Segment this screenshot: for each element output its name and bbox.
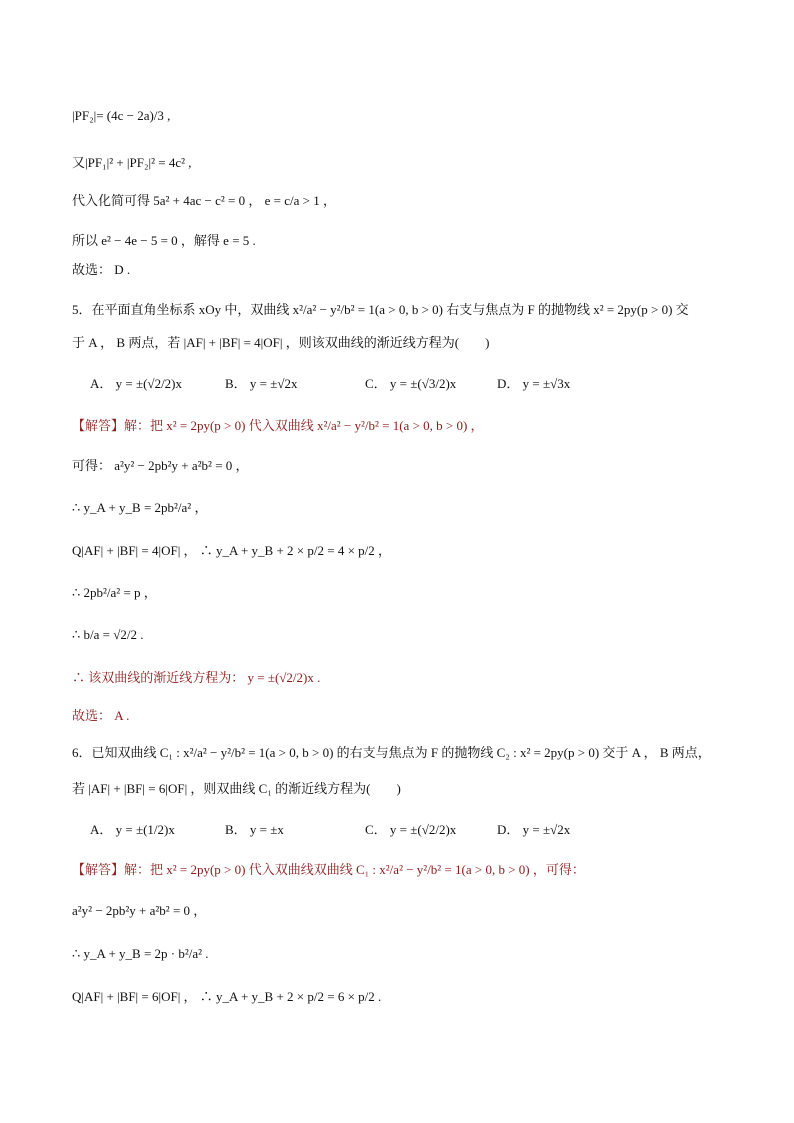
choice-c: C． y = ±(√2/2)x [365,822,457,837]
answer-line: 故选： A . [72,708,130,723]
choice-b: B． y = ±√2x [225,376,298,391]
choice-a: A． y = ±(√2/2)x [90,376,183,391]
choice-a: A． y = ±(1/2)x [90,822,175,837]
conclusion-line: ∴ 该双曲线的渐近线方程为： y = ±(√2/2)x . [72,670,321,685]
solution-header: 【解答】解：把 x² = 2py(p > 0) 代入双曲线双曲线 C₁ : x²/a² − y²/b² = 1(a > 0, b > 0) ，可得： [72,862,585,877]
text-line: ∴ b/a = √2/2 . [72,627,144,642]
question-stem: 于 A ， B 两点，若 |AF| + |BF| = 4|OF| ，则该双曲线的渐近线方程为( ) [72,335,490,350]
question-stem: 5．在平面直角坐标系 xOy 中，双曲线 x²/a² − y²/b² = 1(a > 0, b > 0) 右支与焦点为 F 的抛物线 x² = 2py(p > 0) 交 [72,302,689,317]
choice-c: C． y = ±(√3/2)x [365,376,457,391]
solution-header: 【解答】解：把 x² = 2py(p > 0) 代入双曲线 x²/a² − y²/b² = 1(a > 0, b > 0) ， [72,418,484,433]
text-line: 故选： D . [72,262,131,277]
text-line: ∴ y_A + y_B = 2pb²/a² ， [72,500,208,515]
text-line: ∴ 2pb²/a² = p ， [72,585,157,600]
text-line: Q|AF| + |BF| = 4|OF| ， ∴ y_A + y_B + 2 × p/2 = 4 × p/2 ， [72,543,392,558]
text-line: 所以 e² − 4e − 5 = 0 ，解得 e = 5 . [72,233,256,248]
text-line: |PF₂|= (4c − 2a)/3 , [72,108,171,123]
text-line: Q|AF| + |BF| = 6|OF| ， ∴ y_A + y_B + 2 × p/2 = 6 × p/2 . [72,989,382,1004]
text-line: ∴ y_A + y_B = 2p · b²/a² . [72,946,209,961]
choice-d: D． y = ±√3x [497,376,571,391]
text-line: 代入化简可得 5a² + 4ac − c² = 0 ， e = c/a > 1 ， [72,193,336,208]
text-line: 又|PF₁|² + |PF₂|² = 4c² , [72,155,192,170]
choice-d: D． y = ±√2x [497,822,571,837]
question-stem: 6．已知双曲线 C₁ : x²/a² − y²/b² = 1(a > 0, b > 0) 的右支与焦点为 F 的抛物线 C₂ : x² = 2py(p > 0) 交于 A ， B 两点， [72,745,711,760]
choice-b: B． y = ±x [225,822,284,837]
text-line: 可得： a²y² − 2pb²y + a²b² = 0 ， [72,458,249,473]
text-line: a²y² − 2pb²y + a²b² = 0 ， [72,903,207,918]
question-stem: 若 |AF| + |BF| = 6|OF| ，则双曲线 C₁ 的渐近线方程为( ) [72,781,401,796]
